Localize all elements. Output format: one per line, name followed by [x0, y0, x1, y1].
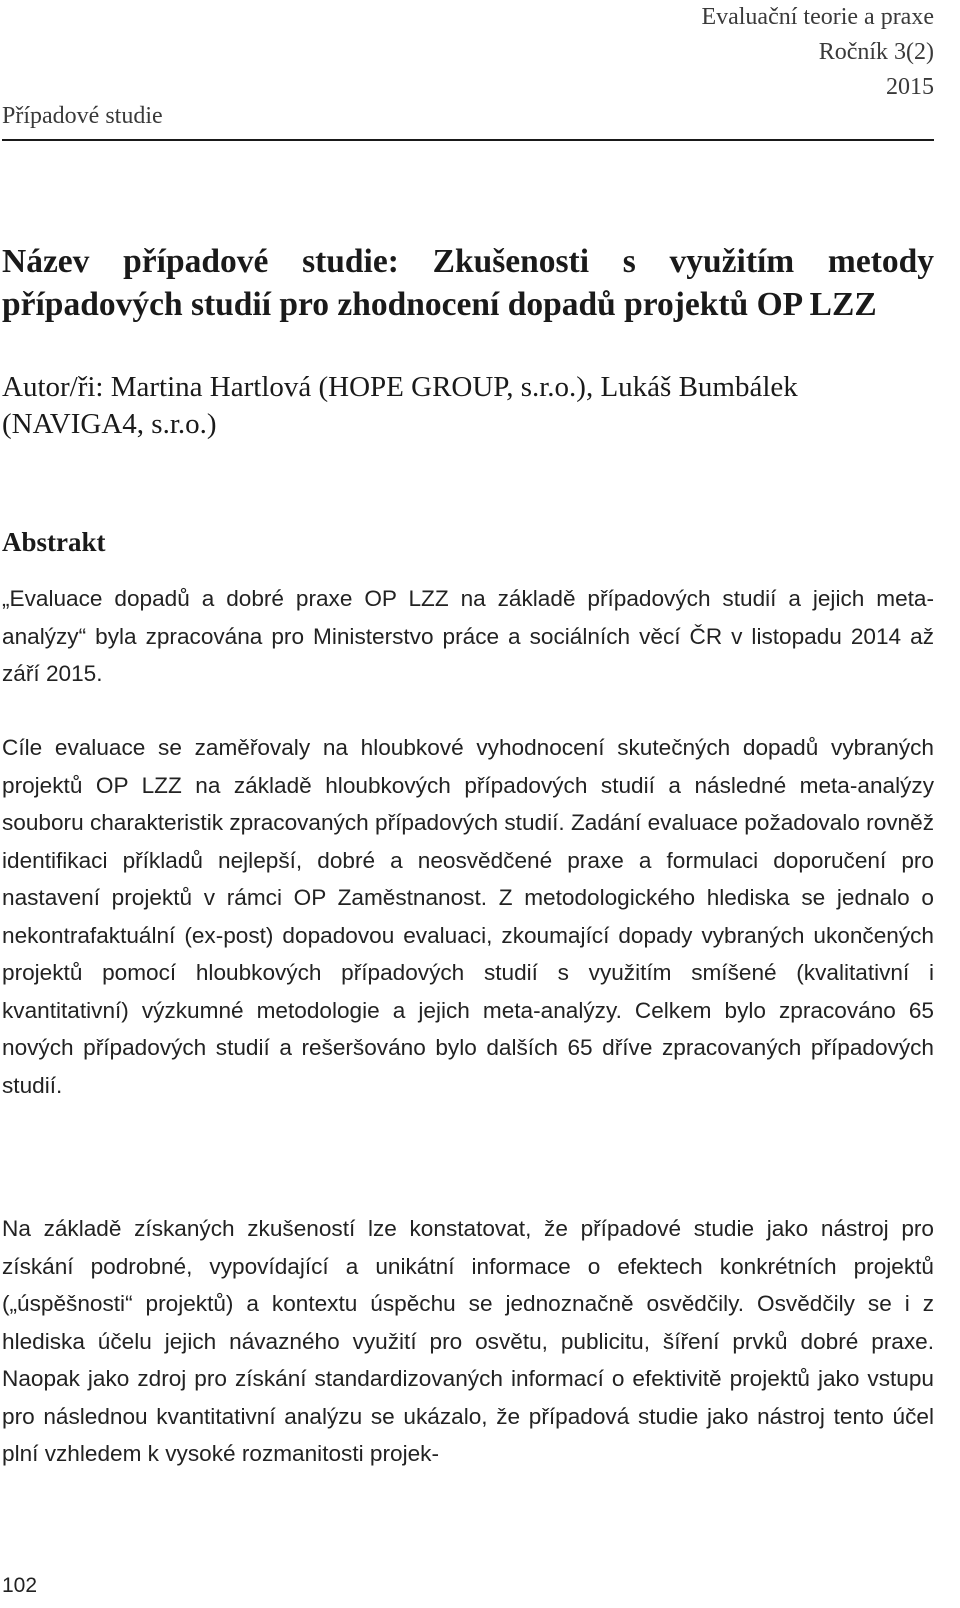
- abstract-paragraph: „Evaluace dopadů a dobré praxe OP LZZ na základě případových studií a jejich meta-analýzy“ byla zpracována pro Ministerstvo práce a sociálních věcí ČR v listopadu 2014 až září 2015.: [2, 586, 934, 686]
- abstract-heading: Abstrakt: [2, 527, 106, 557]
- section-name: Případové studie: [2, 103, 163, 129]
- running-header: [701, 0, 934, 105]
- article-authors: Autor/ři: Martina Hartlová (HOPE GROUP, s.r.o.), Lukáš Bumbálek (NAVIGA4, s.r.o.): [2, 371, 798, 440]
- header-divider: [2, 139, 934, 141]
- article-title: Název případové studie: Zkušenosti s využitím metody případových studií pro zhodnocení dopadů projektů OP LZZ: [2, 243, 934, 323]
- journal-volume: Ročník 3(2): [818, 39, 934, 65]
- abstract-paragraph: Na základě získaných zkušeností lze konstatovat, že případové studie jako nástroj pro získání podrobné, vypovídající a unikátní informace o efektech konkrétních projektů („úspěšnosti“ projektů) a kontextu úspěchu se jednoznačně osvědčily. Osvědčily se i z hlediska účelu jejich návazného využití pro osvětu, publicitu, šíření prvků dobré praxe. Naopak jako zdroj pro získání standardizovaných informací o efektivitě projektů jako vstupu pro následnou kvantitativní analýzu se ukázalo, že případová studie jako nástroj tento účel plní vzhledem k vysoké rozmanitosti projek-: [2, 1216, 934, 1466]
- journal-year: 2015: [886, 74, 934, 100]
- journal-name: Evaluační teorie a praxe: [701, 4, 934, 30]
- page-number: 102: [2, 1574, 38, 1597]
- abstract-paragraph: Cíle evaluace se zaměřovaly na hloubkové vyhodnocení skutečných dopadů vybraných projektů OP LZZ na základě hloubkových případových studií a následné meta-analýzy souboru charakteristik zpracovaných případových studií. Zadání evaluace požadovalo rovněž identifikaci příkladů nejlepší, dobré a neosvědčené praxe a formulaci doporučení pro nastavení projektů v rámci OP Zaměstnanost. Z metodologického hlediska se jednalo o nekontrafaktuální (ex-post) dopadovou evaluaci, zkoumající dopady vybraných ukončených projektů pomocí hloubkových případových studií s využitím smíšené (kvalitativní i kvantitativní) výzkumné metodologie a jejich meta-analýzy. Celkem bylo zpracováno 65 nových případových studií a rešeršováno bylo dalších 65 dříve zpracovaných případových studií.: [2, 735, 934, 1098]
